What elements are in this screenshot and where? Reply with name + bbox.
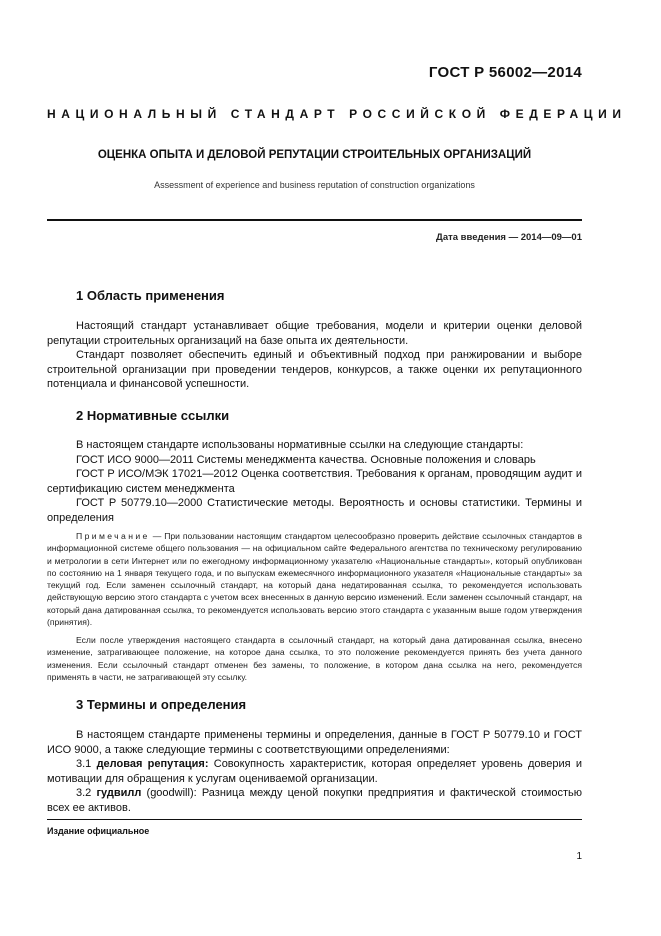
paragraph: Настоящий стандарт устанавливает общие требования, модели и критерии оценки деловой репутации строительных организаций на базе опыта их деятельности. — [47, 320, 582, 347]
paragraph: В настоящем стандарте применены термины и определения, данные в ГОСТ Р 50779.10 и ГОСТ ИСО 9000, а также следующие термины с соответствующими определениями: — [47, 729, 582, 756]
header-divider — [47, 219, 582, 221]
paragraph: Стандарт позволяет обеспечить единый и объективный подход при ранжировании и выборе строительной организации при проведении тендеров, конкурсов, а также оценки их репутационного потенциала и финансовой успешности. — [47, 349, 582, 390]
national-standard-banner: НАЦИОНАЛЬНЫЙ СТАНДАРТ РОССИЙСКОЙ ФЕДЕРАЦИИ — [47, 107, 627, 121]
effective-date: Дата введения — 2014—09—01 — [436, 232, 582, 243]
note-continuation: Если после утверждения настоящего стандарта в ссылочный стандарт, на который дана датированная ссылка, внесено изменение, затрагивающее положение, на которое дана ссылка, то это положение рекомендуется принять без учета данного изменения. Если ссылочный стандарт отменен без замены, то положение, в котором дана ссылка на него, рекомендуется применять в части, не затрагивающей эту ссылку. — [47, 635, 582, 682]
footer-divider — [47, 819, 582, 820]
term-definition: 3.1 деловая репутация: Совокупность характеристик, которая определяет уровень доверия и мотивации для обращения к услугам оцениваемой организации. — [47, 758, 582, 785]
document-title-english: Assessment of experience and business reputation of construction organizations — [154, 180, 475, 190]
term: деловая репутация: — [96, 758, 209, 770]
standard-number: ГОСТ Р 56002—2014 — [428, 64, 582, 81]
note-label: Примечание — [76, 531, 150, 541]
reference-item: ГОСТ Р 50779.10—2000 Статистические методы. Вероятность и основы статистики. Термины и определения — [47, 497, 582, 524]
paragraph: В настоящем стандарте использованы нормативные ссылки на следующие стандарты: — [76, 439, 524, 451]
official-edition-label: Издание официальное — [47, 826, 150, 836]
page-number: 1 — [576, 851, 582, 862]
section-heading-normative-references: 2 Нормативные ссылки — [76, 408, 230, 423]
reference-item: ГОСТ ИСО 9000—2011 Системы менеджмента качества. Основные положения и словарь — [76, 454, 536, 466]
section-heading-terms: 3 Термины и определения — [76, 697, 247, 712]
document-title: ОЦЕНКА ОПЫТА И ДЕЛОВОЙ РЕПУТАЦИИ СТРОИТЕЛЬНЫХ ОРГАНИЗАЦИЙ — [97, 149, 532, 161]
term-definition: 3.2 гудвилл (goodwill): Разница между ценой покупки предприятия и фактической стоимостью всех ее активов. — [47, 787, 582, 814]
section-heading-scope: 1 Область применения — [76, 288, 225, 303]
note: Примечание — При пользовании настоящим стандартом целесообразно проверить действие ссылочных стандартов в информационной системе общего пользования — на официальном сайте Федерального агентства по техническому регулированию и метрологии в сети Интернет или по ежегодному информационному указателю «Национальные стандарты», который опубликован по состоянию на 1 января текущего года, и по выпускам ежемесячного информационного указателя «Национальные стандарты» за текущий год. Если заменен ссылочный стандарт, на который дана недатированная ссылка, то рекомендуется использовать действующую версию этого стандарта с учетом всех внесенных в данную версию изменений. Если заменен ссылочный стандарт, на который дана датированная ссылка, то рекомендуется использовать версию этого стандарта с указанным выше годом утверждения (принятия). — [47, 531, 583, 628]
reference-item: ГОСТ Р ИСО/МЭК 17021—2012 Оценка соответствия. Требования к органам, проводящим аудит и сертификацию систем менеджмента — [47, 468, 582, 495]
term: гудвилл — [96, 787, 142, 799]
